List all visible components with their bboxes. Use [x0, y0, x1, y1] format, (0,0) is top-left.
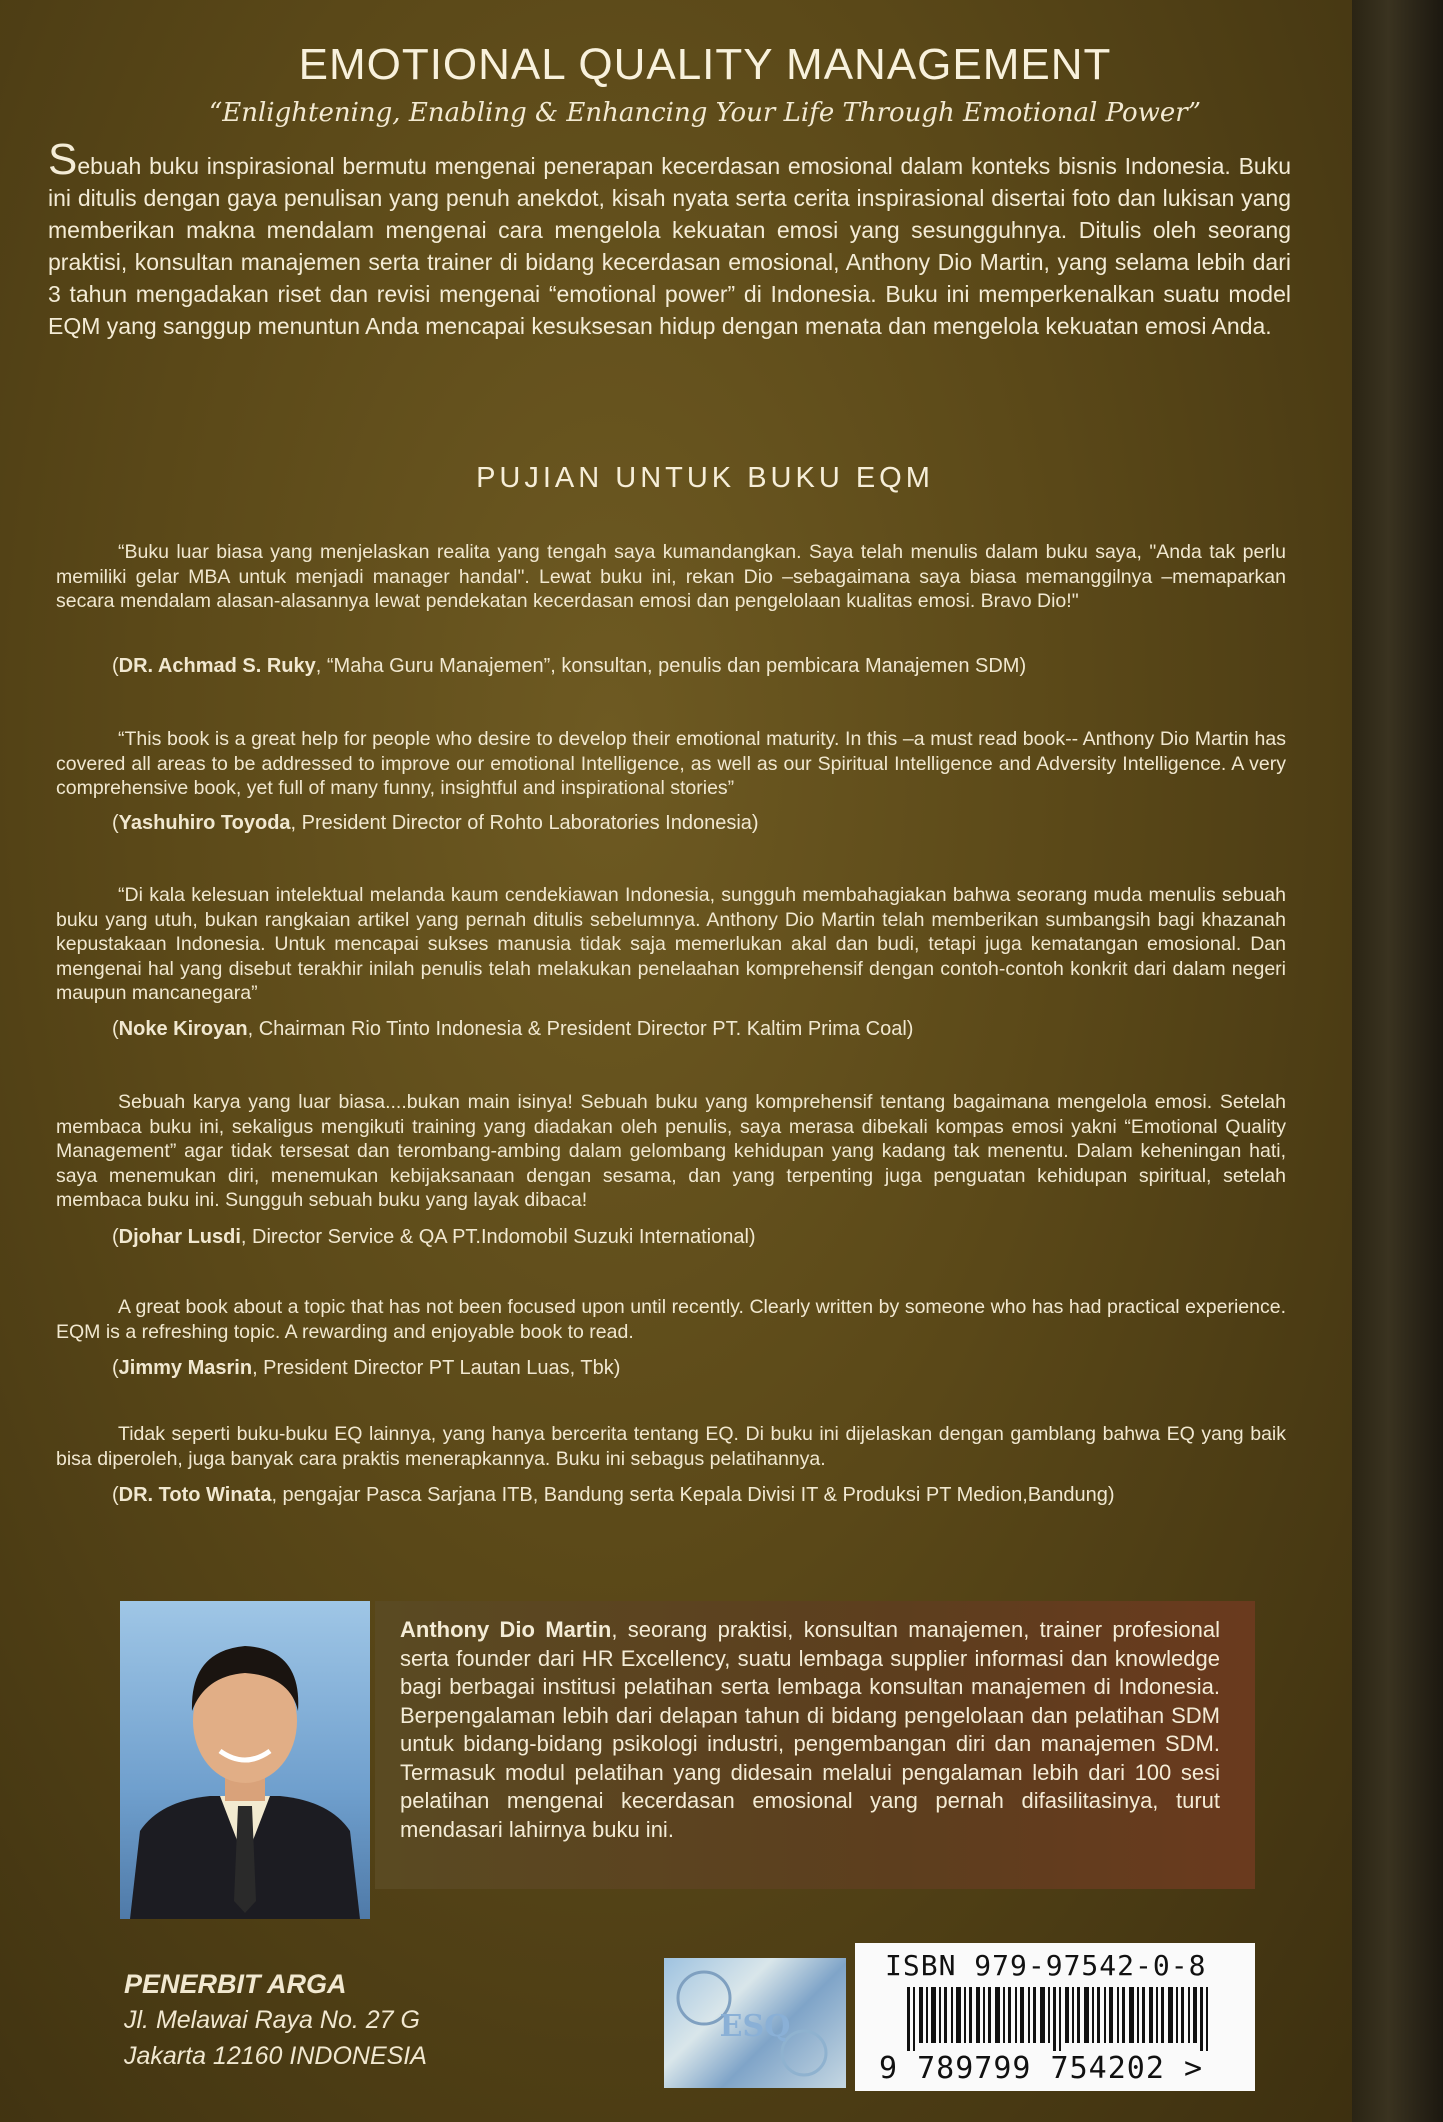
quote-attribution: (Jimmy Masrin, President Director PT Lautan Luas, Tbk)	[112, 1357, 621, 1379]
intro-drop-cap: S	[48, 135, 78, 184]
quote-role: , President Director of Rohto Laboratories Indonesia)	[290, 812, 759, 834]
book-subtitle: “Enlightening, Enabling & Enhancing Your Life Through Emotional Power”	[208, 98, 1202, 128]
quote-text: “Di kala kelesuan intelektual melanda kaum cendekiawan Indonesia, sungguh membahagiakan bahwa seorang muda menulis sebuah buku yang utuh, bukan rangkaian artikel yang pernah ditulis sebelumnya. Anthony Dio Martin telah memberikan sumbangsih bagi khazanah kepustakaan Indonesia. Untuk mencapai sukses manusia tidak saja memerlukan akal dan budi, tetapi juga kematangan emosional. Dan mengenai hal yang disebut terakhir inilah penulis telah melakukan penelaahan komprehensif dengan contoh-contoh konkrit dari dalam negeri maupun mancanegara”	[56, 884, 1286, 1004]
publisher-address-line2: Jakarta 12160 INDONESIA	[124, 2042, 427, 2070]
author-photo	[120, 1601, 370, 1919]
quote-text: “This book is a great help for people who desire to develop their emotional maturity. In this –a must read book-- Anthony Dio Martin has covered all areas to be addressed to improve our emotional Intelligence, as well as our Spiritual Intelligence and Adversity Intelligence. A very comprehensive book, yet full of many funny, insightful and inspirational stories”	[56, 728, 1286, 799]
quote-role: , “Maha Guru Manajemen”, konsultan, penulis dan pembicara Manajemen SDM)	[315, 655, 1027, 677]
quote-attribution: (DR. Achmad S. Ruky, “Maha Guru Manajemen”, konsultan, penulis dan pembicara Manajemen SDM)	[112, 655, 1027, 677]
quote-text: Sebuah karya yang luar biasa....bukan main isinya! Sebuah buku yang komprehensif tentang bagaimana mengelola emosi. Setelah membaca buku ini, sekaligus mengikuti training yang diadakan oleh penulis, saya merasa dibekali kompas emosi yakni “Emotional Quality Management” agar tidak tersesat dan terombang-ambing dalam gelombang kehidupan yang kadang tak menentu. Dalam keheningan hati, saya menemukan diri, menemukan kebijaksanaan dengan sesama, dan yang terpenting juga penguatan kehidupan spiritual, setelah membaca buku ini. Sungguh sebuah buku yang layak dibaca!	[56, 1091, 1286, 1211]
author-portrait-icon	[120, 1601, 370, 1919]
quote-author: DR. Toto Winata	[118, 1484, 272, 1506]
quote-attribution: (Noke Kiroyan, Chairman Rio Tinto Indonesia & President Director PT. Kaltim Prima Coal)	[112, 1018, 914, 1040]
barcode-icon	[907, 1987, 1237, 2051]
quote-text: “Buku luar biasa yang menjelaskan realita yang tengah saya kumandangkan. Saya telah menulis dalam buku saya, "Anda tak perlu memiliki gelar MBA untuk menjadi manager handal". Lewat buku ini, rekan Dio –sebagaimana saya biasa memanggilnya –memaparkan secara mendalam alasan-alasannya lewat pendekatan kecerdasan emosi dan pengelolaan kualitas emosi. Bravo Dio!"	[56, 541, 1286, 612]
isbn-label: ISBN 979-97542-0-8	[885, 1949, 1207, 1982]
quote-author: Jimmy Masrin	[118, 1357, 253, 1379]
publisher-address-line1: Jl. Melawai Raya No. 27 G	[124, 2006, 420, 2034]
quote-attribution: (DR. Toto Winata, pengajar Pasca Sarjana ITB, Bandung serta Kepala Divisi IT & Produksi PT Medion,Bandung)	[112, 1484, 1115, 1506]
quote-author: Noke Kiroyan	[118, 1018, 248, 1040]
quote-attribution: (Djohar Lusdi, Director Service & QA PT.Indomobil Suzuki International)	[112, 1226, 756, 1248]
quote-author: Djohar Lusdi	[118, 1226, 241, 1248]
book-spine	[1352, 0, 1443, 2122]
praise-heading: PUJIAN UNTUK BUKU EQM	[476, 462, 934, 494]
quote-role: , Director Service & QA PT.Indomobil Suzuki International)	[240, 1226, 756, 1248]
intro-paragraph	[48, 135, 1291, 342]
hologram-label: ESQ	[719, 2009, 791, 2044]
quote-author: Yashuhiro Toyoda	[118, 812, 291, 834]
intro-text: ebuah buku inspirasional bermutu mengenai penerapan kecerdasan emosional dalam konteks bisnis Indonesia. Buku ini ditulis dengan gaya penulisan yang penuh anekdot, kisah nyata serta cerita inspirasional disertai foto dan lukisan yang memberikan makna mendalam mengenai cara mengelola kekuatan emosi yang sesungguhnya. Ditulis oleh seorang praktisi, konsultan manajemen serta trainer di bidang kecerdasan emosional, Anthony Dio Martin, yang selama lebih dari 3 tahun mengadakan riset dan revisi mengenai “emotional power” di Indonesia. Buku ini memperkenalkan suatu model EQM yang sanggup menuntun Anda mencapai kesuksesan hidup dengan menata dan mengelola kekuatan emosi Anda.	[48, 153, 1291, 339]
publisher-name: PENERBIT ARGA	[124, 1969, 347, 1999]
quote-role: , Chairman Rio Tinto Indonesia & President Director PT. Kaltim Prima Coal)	[247, 1018, 914, 1040]
author-bio	[400, 1616, 1220, 1844]
isbn-digits: 9 789799 754202 >	[879, 2051, 1204, 2086]
isbn-barcode	[855, 1943, 1255, 2091]
quote-text: Tidak seperti buku-buku EQ lainnya, yang hanya bercerita tentang EQ. Di buku ini dijelaskan dengan gamblang bahwa EQ yang baik bisa diperoleh, juga banyak cara praktis menerapkannya. Buku ini sebagus pelatihannya.	[56, 1423, 1286, 1470]
publisher-info	[124, 1966, 427, 2074]
quote-attribution: (Yashuhiro Toyoda, President Director of Rohto Laboratories Indonesia)	[112, 812, 759, 834]
book-title: EMOTIONAL QUALITY MANAGEMENT	[298, 40, 1112, 89]
author-bio-text: , seorang praktisi, konsultan manajemen, trainer profesional serta founder dari HR Excellency, suatu lembaga supplier informasi dan knowledge bagi berbagai institusi pelatihan serta lembaga konsultan manajemen di Indonesia. Berpengalaman lebih dari delapan tahun di bidang pengelolaan dan pelatihan SDM untuk bidang-bidang psikologi industri, pengembangan diri dan manajemen SDM. Termasuk modul pelatihan yang didesain melalui pengalaman lebih dari 100 sesi pelatihan mengenai kecerdasan emosional yang pernah difasilitasinya, turut mendasari lahirnya buku ini.	[400, 1617, 1220, 1842]
quote-role: , President Director PT Lautan Luas, Tbk)	[252, 1357, 621, 1379]
quote-text: A great book about a topic that has not been focused upon until recently. Clearly written by someone who has had practical experience. EQM is a refreshing topic. A rewarding and enjoyable book to read.	[56, 1296, 1286, 1343]
quote-role: , pengajar Pasca Sarjana ITB, Bandung serta Kepala Divisi IT & Produksi PT Medion,Bandung)	[271, 1484, 1115, 1506]
esq-hologram-sticker	[664, 1958, 846, 2088]
hologram-pattern-icon	[664, 1958, 846, 2088]
author-name: Anthony Dio Martin	[400, 1617, 612, 1642]
quote-author: DR. Achmad S. Ruky	[118, 655, 316, 677]
